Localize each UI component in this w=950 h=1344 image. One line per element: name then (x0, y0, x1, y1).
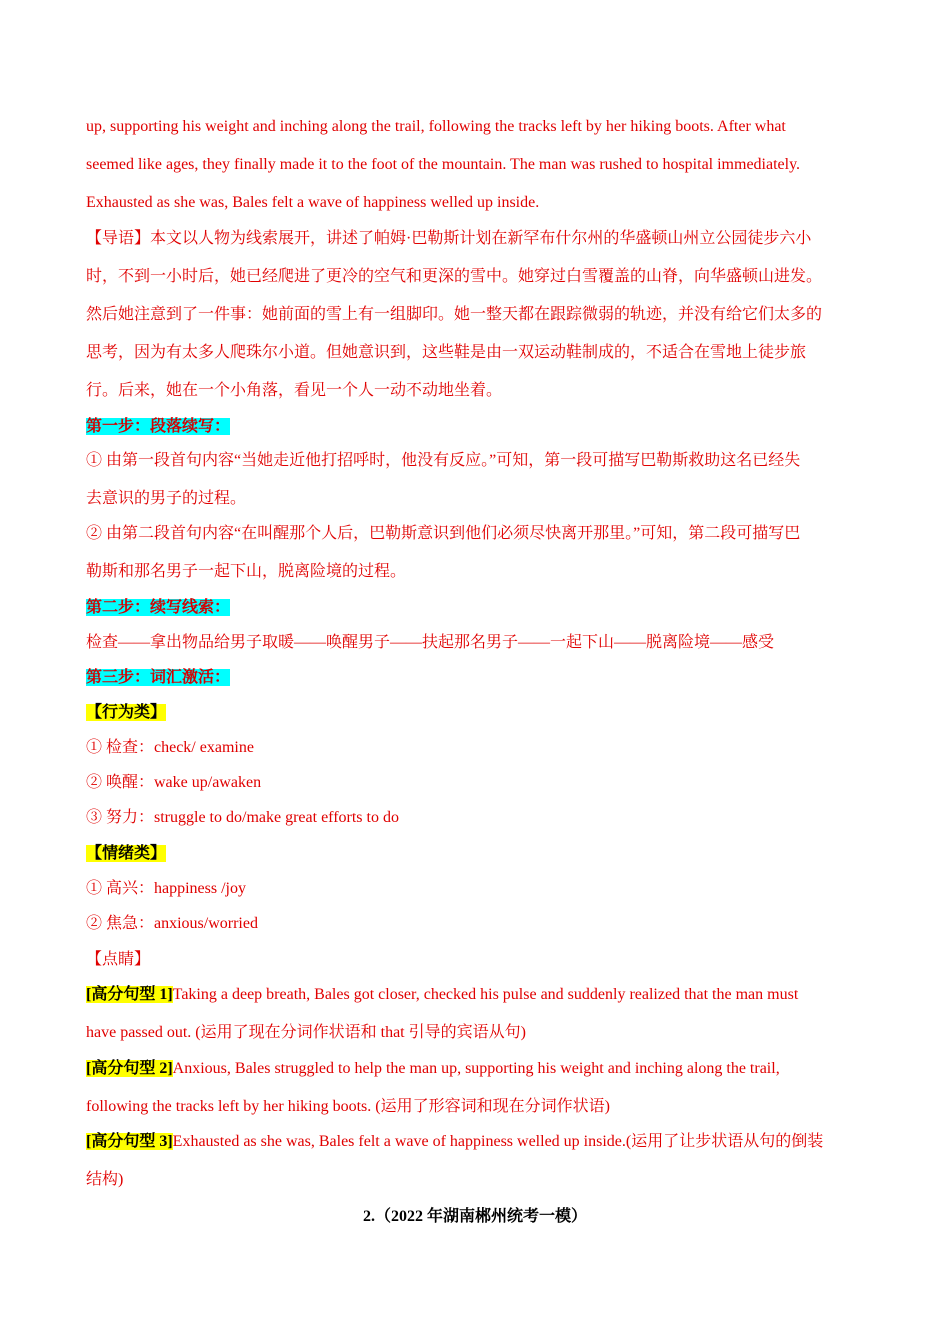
highlights-heading: 【点睛】 (86, 951, 151, 968)
emotion-item-1: ① 高兴：happiness /joy (86, 880, 246, 897)
step2-heading-row (86, 597, 866, 619)
step1-p1-line-2: 去意识的男子的过程。 (86, 490, 247, 507)
guide-line-3: 然后她注意到了一件事：她前面的雪上有一组脚印。她一整天都在跟踪微弱的轨迹，并没有给它们太多的 (86, 306, 823, 323)
emotion-item-2: ② 焦急：anxious/worried (86, 915, 258, 932)
sentence-1-text: Taking a deep breath, Bales got closer, checked his pulse and suddenly realized that the man must (172, 986, 799, 1003)
next-question-heading: 2.（2022 年湖南郴州统考一模） (362, 1208, 587, 1225)
action-item-2: ② 唤醒：wake up/awaken (86, 774, 262, 791)
step3-heading-row (86, 667, 866, 689)
sentence-2-tag: [高分句型 2] (86, 1060, 173, 1077)
guide-line-2: 时，不到一小时后，她已经爬进了更冷的空气和更深的雪中。她穿过白雪覆盖的山脊，向华盛顿山进发。 (86, 268, 823, 285)
sentence-1-line-1 (86, 984, 866, 1006)
sentence-1-line-2: have passed out. (运用了现在分词作状语和 that 引导的宾语从句) (86, 1024, 526, 1041)
story-line-1: up, supporting his weight and inching along the trail, following the tracks left by her hiking boots. After what (86, 118, 786, 135)
step2-heading: 第二步：续写线索： (86, 599, 231, 616)
action-item-3: ③ 努力：struggle to do/make great efforts to do (86, 809, 399, 826)
emotions-heading-row (86, 843, 866, 865)
step1-heading-row (86, 416, 866, 438)
sentence-2-line-1 (86, 1058, 866, 1080)
step2-clue: 检查——拿出物品给男子取暖——唤醒男子——扶起那名男子——一起下山——脱离险境——感受 (86, 634, 775, 651)
guide-line-1: 【导语】本文以人物为线索展开，讲述了帕姆·巴勒斯计划在新罕布什尔州的华盛顿山州立公园徒步六小 (86, 230, 812, 247)
step3-heading: 第三步：词汇激活： (86, 669, 231, 686)
sentence-1-tag: [高分句型 1] (86, 986, 173, 1003)
action-item-1: ① 检查：check/ examine (86, 739, 254, 756)
sentence-3-line-2: 结构) (86, 1171, 124, 1188)
sentence-3-tag: [高分句型 3] (86, 1133, 173, 1150)
step1-heading: 第一步：段落续写： (86, 418, 231, 435)
guide-line-4: 思考，因为有太多人爬珠尔小道。但她意识到，这些鞋是由一双运动鞋制成的，不适合在雪地上徒步旅 (86, 344, 807, 361)
sentence-3-text: Exhausted as she was, Bales felt a wave of happiness welled up inside.(运用了让步状语从句的倒装 (172, 1133, 824, 1150)
sentence-2-line-2: following the tracks left by her hiking boots. (运用了形容词和现在分词作状语) (86, 1098, 610, 1115)
step1-p2-line-2: 勒斯和那名男子一起下山，脱离险境的过程。 (86, 563, 407, 580)
emotions-heading: 【情绪类】 (86, 845, 167, 862)
actions-heading: 【行为类】 (86, 704, 167, 721)
sentence-2-text: Anxious, Bales struggled to help the man up, supporting his weight and inching along the trail, (172, 1060, 780, 1077)
story-line-2: seemed like ages, they finally made it to the foot of the mountain. The man was rushed to hospital immediately. (86, 156, 801, 173)
story-line-3: Exhausted as she was, Bales felt a wave of happiness welled up inside. (86, 194, 540, 211)
step1-p2-line-1: ② 由第二段首句内容“在叫醒那个人后，巴勒斯意识到他们必须尽快离开那里。”可知，第二段可描写巴 (86, 525, 801, 542)
step1-p1-line-1: ① 由第一段首句内容“当她走近他打招呼时，他没有反应。”可知，第一段可描写巴勒斯救助这名已经失 (86, 452, 801, 469)
actions-heading-row (86, 702, 866, 724)
sentence-3-line-1 (86, 1131, 866, 1153)
guide-line-5: 行。后来，她在一个小角落，看见一个人一动不动地坐着。 (86, 382, 503, 399)
